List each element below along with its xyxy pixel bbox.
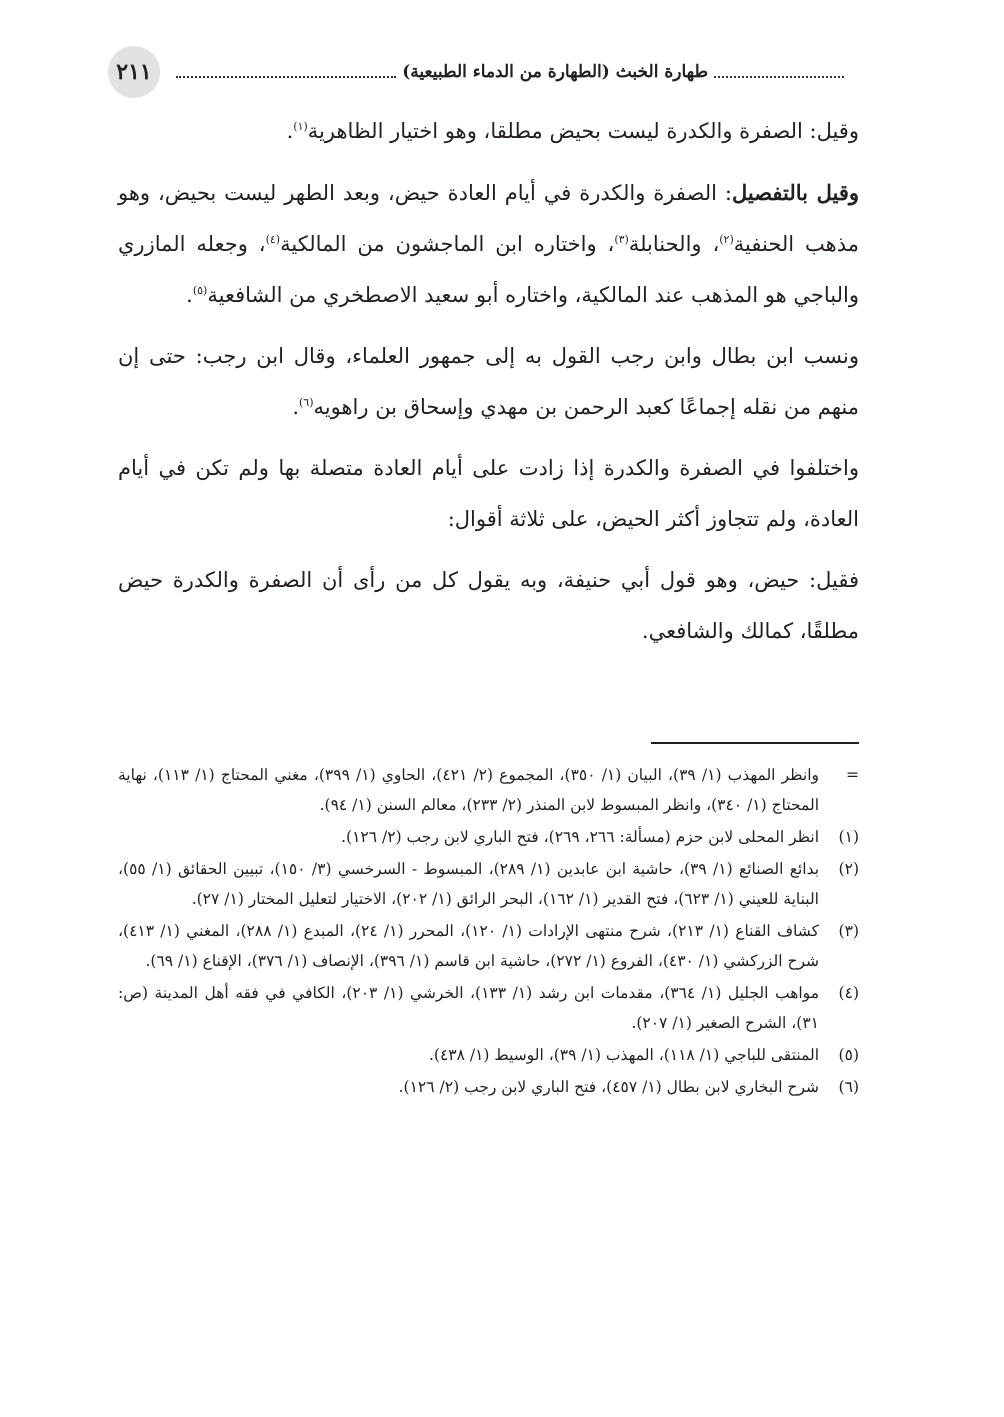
footnote-separator [651, 742, 859, 744]
paragraph-3: ونسب ابن بطال وابن رجب القول به إلى جمهور العلماء، وقال ابن رجب: حتى إن منهم من نقله إجماعًا كعبد الرحمن بن مهدي وإسحاق بن راهويه$^{(٦)}$. [118, 344, 859, 419]
footnote-text: بدائع الصنائع (١/ ٣٩)، حاشية ابن عابدين (١/ ٢٨٩)، المبسوط - السرخسي (٣/ ١٥٠)، تبيين الحقائق (١/ ٥٥)، البناية للعيني (١/ ٦٢٣)، فتح القدير (١/ ١٦٢)، البحر الرائق (١/ ٢٠٢)، الاختيار لتعليل المختار (١/ ٢٧). [118, 860, 820, 908]
footnote-marker: (٤) [838, 984, 859, 1002]
footnotes [118, 760, 859, 1104]
paragraph-1: وقيل: الصفرة والكدرة ليست بحيض مطلقا، وهو اختيار الظاهرية$^{(١)}$. [286, 119, 859, 143]
footnote-6 [118, 1072, 859, 1102]
footnote-3 [118, 916, 859, 976]
footnote-ref-5[interactable]: (٥) [192, 284, 208, 297]
header-leader-dots-right [714, 76, 844, 78]
footnote-1 [118, 822, 859, 852]
footnote-ref-3[interactable]: (٣) [614, 233, 629, 246]
footnote-text: شرح البخاري لابن بطال (١/ ٤٥٧)، فتح الباري لابن رجب (٢/ ١٢٦). [398, 1078, 819, 1096]
footnote-4 [118, 978, 859, 1038]
footnote-ref-6[interactable]: (٦) [299, 396, 314, 409]
paragraph-5: فقيل: حيض، وهو قول أبي حنيفة، وبه يقول كل من رأى أن الصفرة والكدرة حيض مطلقًا، كمالك والشافعي. [118, 568, 859, 643]
footnote-ref-1[interactable]: (١) [293, 120, 308, 133]
footnote-text: مواهب الجليل (١/ ٣٦٤)، مقدمات ابن رشد (١/ ١٣٣)، الخرشي (١/ ٢٠٣)، الكافي في فقه أهل المدينة (ص: ٣١)، الشرح الصغير (١/ ٢٠٧). [118, 984, 819, 1032]
page-number: ٢١١ [108, 46, 160, 98]
paragraph-2-lead: وقيل بالتفصيل [731, 180, 859, 205]
paragraph-4: واختلفوا في الصفرة والكدرة إذا زادت على أيام العادة متصلة بها ولم تكن في أيام العادة، ولم تتجاوز أكثر الحيض، على ثلاثة أقوال: [118, 456, 859, 531]
running-title: طهارة الخبث (الطهارة من الدماء الطبيعية) [402, 62, 708, 82]
footnote-marker: (١) [838, 828, 859, 846]
footnote-marker: (٦) [838, 1078, 859, 1096]
footnote-5 [118, 1040, 859, 1070]
footnote-2 [118, 854, 859, 914]
running-title-row [176, 58, 844, 86]
main-text [118, 106, 859, 667]
paragraph-2: وقيل بالتفصيل: الصفرة والكدرة في أيام العادة حيض، وبعد الطهر ليست بحيض، وهو مذهب الحنفية$^{(٢)}$، والحنابلة$^{(٣)}$، واختاره ابن الماجشون من المالكية$^{(٤)}$، وجعله المازري والباجي هو المذهب عند المالكية، واختاره أبو سعيد الاصطخري من الشافعية$^{(٥)}$. [118, 180, 859, 307]
page-header [108, 46, 844, 98]
footnote-ref-2[interactable]: (٢) [719, 233, 734, 246]
footnote-marker: (٥) [838, 1046, 859, 1064]
footnote-marker: = [846, 766, 859, 784]
footnote-marker: (٣) [838, 922, 859, 940]
footnote-text: المنتقى للباجي (١/ ١١٨)، المهذب (١/ ٣٩)، الوسيط (١/ ٤٣٨). [428, 1046, 819, 1064]
footnote-text: وانظر المهذب (١/ ٣٩)، البيان (١/ ٣٥٠)، المجموع (٢/ ٤٢١)، الحاوي (١/ ٣٩٩)، مغني المحتاج (١/ ١١٣)، نهاية المحتاج (١/ ٣٤٠)، وانظر المبسوط لابن المنذر (٢/ ٢٣٣)، معالم السنن (١/ ٩٤). [118, 766, 819, 814]
footnote-marker: (٢) [838, 860, 859, 878]
footnote-continuation [118, 760, 859, 820]
footnote-text: انظر المحلى لابن حزم (مسألة: ٢٦٦، ٢٦٩)، فتح الباري لابن رجب (٢/ ١٢٦). [341, 828, 819, 846]
footnote-ref-4[interactable]: (٤) [265, 233, 281, 246]
header-leader-dots-left [176, 76, 396, 78]
footnote-text: كشاف القناع (١/ ٢١٣)، شرح منتهى الإرادات (١/ ١٢٠)، المحرر (١/ ٢٤)، المبدع (١/ ٢٨٨)، المغني (١/ ٤١٣)، شرح الزركشي (١/ ٤٣٠)، الفروع (١/ ٢٧٢)، حاشية ابن قاسم (١/ ٣٩٦)، الإنصاف (١/ ٣٧٦)، الإقناع (١/ ٦٩). [118, 922, 819, 970]
